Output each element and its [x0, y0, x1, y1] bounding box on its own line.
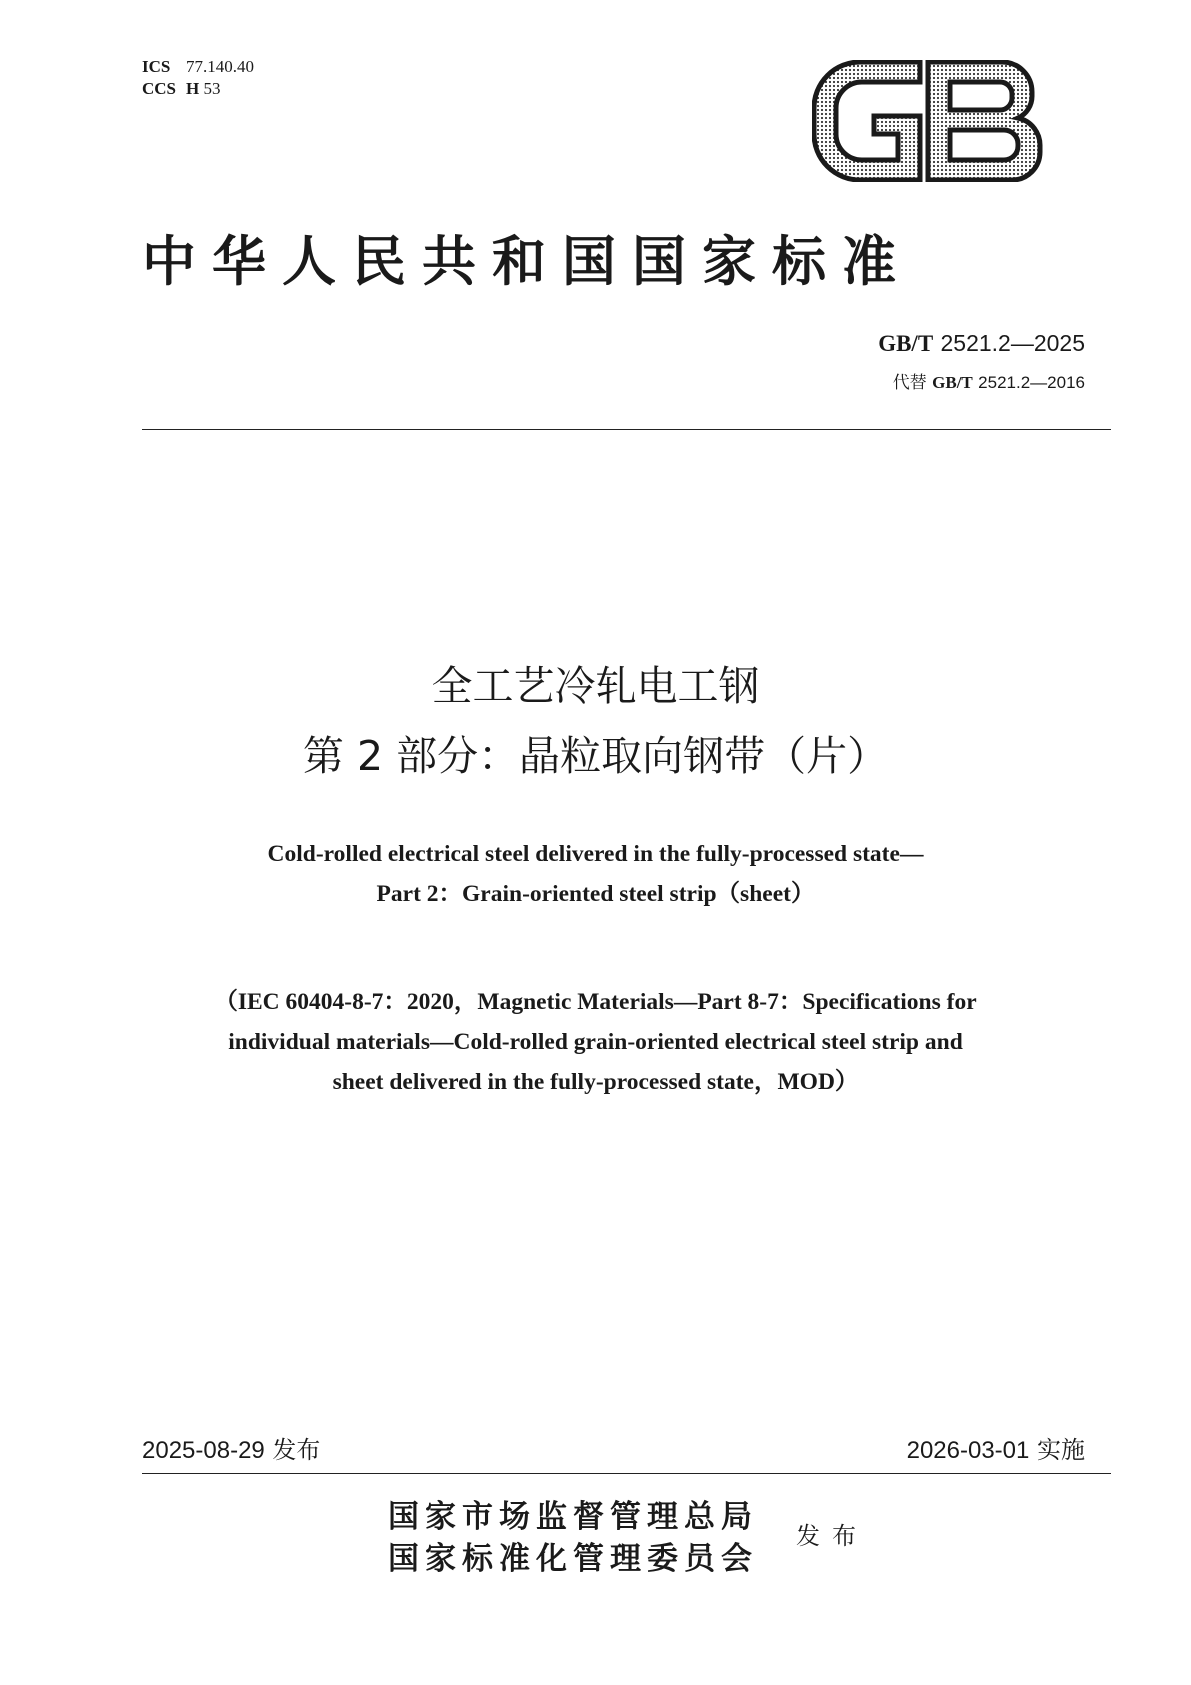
- title-cn-line1: 全工艺冷轧电工钢: [431, 662, 760, 710]
- ics-label: ICS: [142, 57, 171, 76]
- implementation-date-label: 实施: [1037, 1436, 1085, 1464]
- ccs-row: [142, 78, 254, 100]
- footer-divider: [142, 1473, 1111, 1474]
- logo-letter-g: [814, 62, 920, 180]
- logo-letter-b: [928, 62, 1040, 180]
- standard-number: [878, 330, 1085, 357]
- issuer-line1: 国家市场监督管理总局: [388, 1499, 758, 1535]
- implementation-date: [907, 1430, 1085, 1465]
- title-en-line2: Part 2：Grain-oriented steel strip（sheet）: [376, 881, 815, 907]
- iec-reference-line3: sheet delivered in the fully-processed state，MOD）: [332, 1069, 859, 1095]
- ccs-label: CCS: [142, 79, 177, 98]
- ccs-number: 53: [203, 79, 221, 98]
- release-date-label: 发布: [272, 1436, 321, 1464]
- replaces-number: 2521.2—2016: [978, 373, 1085, 392]
- publish-label: 发布: [796, 1522, 868, 1550]
- ics-value: 77.140.40: [186, 57, 254, 76]
- title-cn-line2: 第 2 部分：晶粒取向钢带（片）: [302, 732, 889, 780]
- iec-reference-line1: （IEC 60404-8-7：2020，Magnetic Materials—Part 8-7：Specifications for: [214, 989, 977, 1015]
- replaces-label: 代替: [892, 373, 927, 393]
- issuer-line2: 国家标准化管理委员会: [388, 1541, 758, 1577]
- title-en-line1: Cold-rolled electrical steel delivered in the fully-processed state—: [267, 841, 924, 867]
- gb-logo: [812, 60, 1044, 182]
- national-standard-title: 中华人民共和国国家标准: [142, 229, 912, 293]
- release-date: [142, 1430, 320, 1465]
- replaces-prefix: GB/T: [932, 373, 973, 392]
- classification-codes: [142, 56, 254, 100]
- release-date-value: 2025-08-29: [142, 1437, 265, 1464]
- issuing-authorities: [388, 1496, 758, 1580]
- iec-reference-line2: individual materials—Cold-rolled grain-oriented electrical steel strip and: [228, 1029, 963, 1055]
- replaces-standard: [893, 368, 1085, 393]
- standard-number-value: 2521.2—2025: [940, 330, 1085, 356]
- header-divider: [142, 429, 1111, 430]
- standard-number-prefix: GB/T: [878, 331, 934, 356]
- ics-row: [142, 56, 254, 78]
- implementation-date-value: 2026-03-01: [906, 1437, 1030, 1464]
- ccs-letter: H: [186, 79, 200, 98]
